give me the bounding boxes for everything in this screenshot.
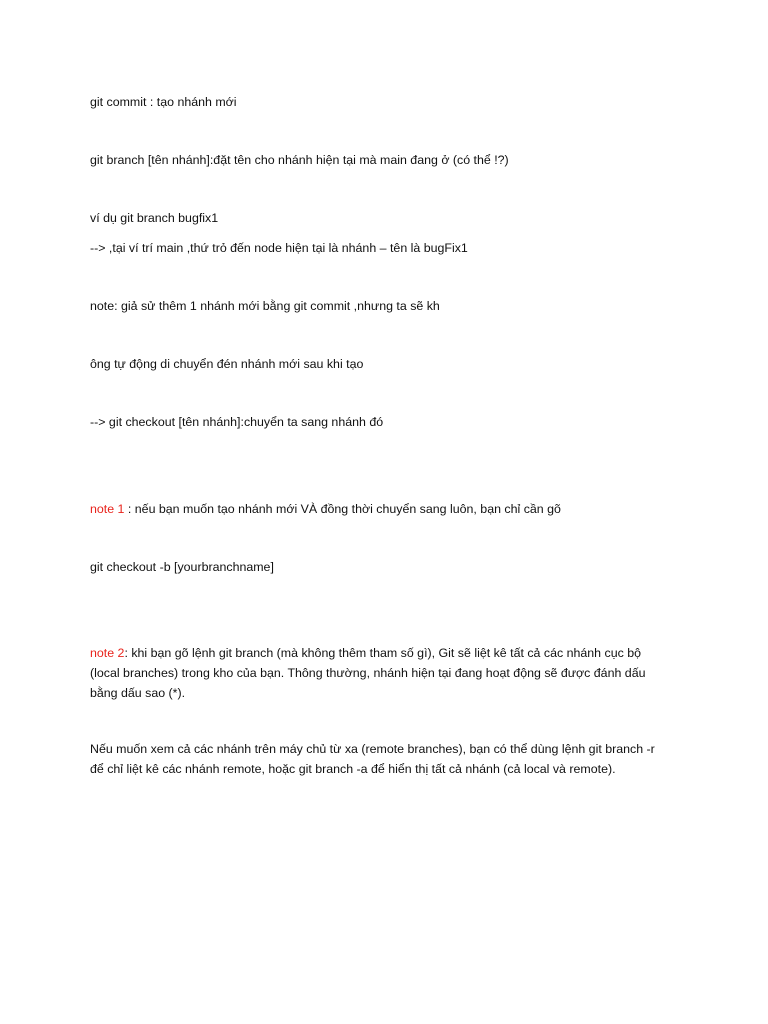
note2-text-line2: (local branches) trong kho của bạn. Thông thường, nhánh hiện tại đang hoạt động sẽ được đánh dấu [90, 666, 646, 680]
note1-label: note 1 [90, 502, 125, 516]
line-git-commit: git commit : tạo nhánh mới [90, 95, 237, 109]
note2-text-line3: bằng dấu sao (*). [90, 686, 186, 700]
note2-line1 [90, 643, 670, 663]
remote-line1: Nếu muốn xem cả các nhánh trên máy chủ từ xa (remote branches), bạn có thể dùng lệnh git branch -r [90, 742, 655, 756]
line-git-branch: git branch [tên nhánh]:đặt tên cho nhánh hiện tại mà main đang ở (có thể !?) [90, 153, 509, 167]
note1-paragraph [90, 502, 690, 517]
line-example: ví dụ git branch bugfix1 [90, 211, 219, 225]
line-note-continued: ông tự động di chuyển đén nhánh mới sau khi tạo [90, 357, 364, 371]
remote-line2: để chỉ liệt kê các nhánh remote, hoặc git branch -a để hiển thị tất cả nhánh (cả local và remote). [90, 762, 616, 776]
line-note: note: giả sử thêm 1 nhánh mới bằng git commit ,nhưng ta sẽ kh [90, 299, 440, 313]
note1-text: : nếu bạn muốn tạo nhánh mới VÀ đồng thời chuyển sang luôn, bạn chỉ cần gõ [124, 502, 561, 516]
line-git-checkout: --> git checkout [tên nhánh]:chuyển ta sang nhánh đó [90, 415, 384, 429]
line-example-explanation: --> ,tại ví trí main ,thứ trỏ đến node hiện tại là nhánh – tên là bugFix1 [90, 241, 468, 255]
checkout-command: git checkout -b [yourbranchname] [90, 560, 274, 574]
note2-label: note 2 [90, 646, 125, 660]
remote-branches-paragraph [90, 739, 670, 779]
note2-paragraph [90, 643, 670, 703]
note2-text-line1: : khi bạn gõ lệnh git branch (mà không thêm tham số gì), Git sẽ liệt kê tất cả các nhánh cục bộ [124, 646, 642, 660]
